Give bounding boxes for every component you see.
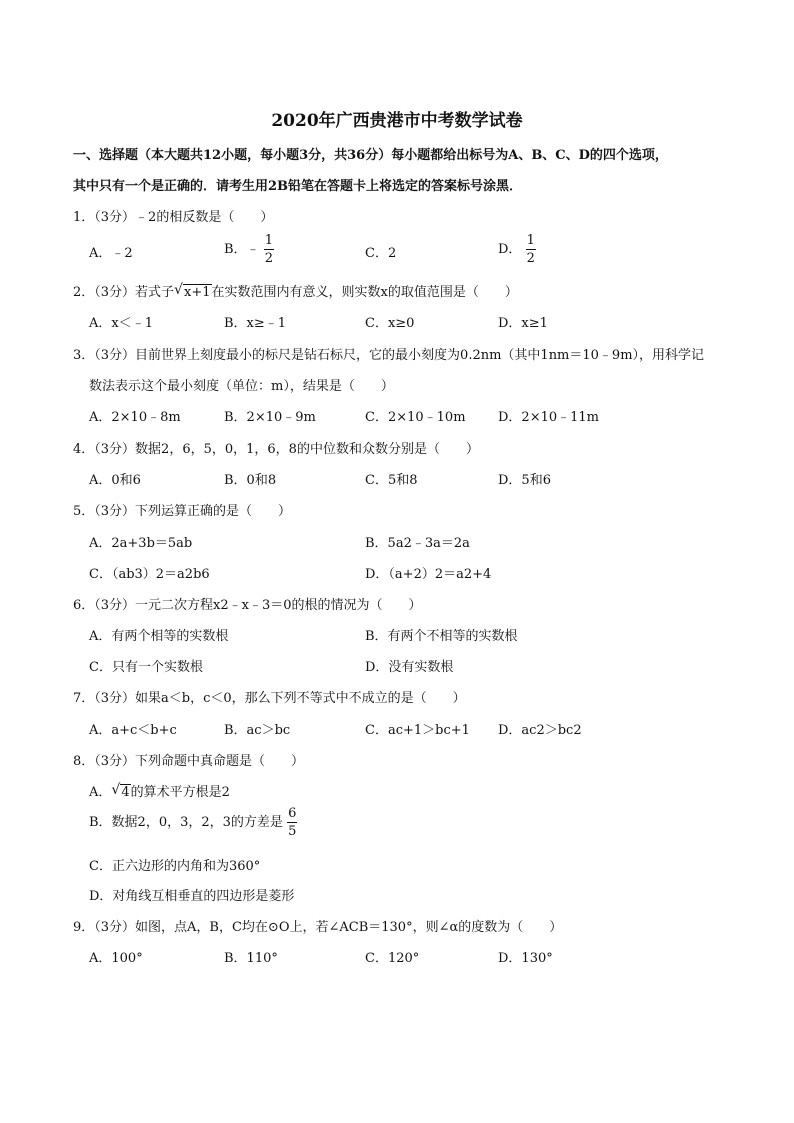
q8-option-b (89, 807, 297, 838)
q7-option-d: D．ac2＞bc2 (498, 723, 582, 738)
q8-option-b-fraction (287, 807, 297, 838)
q8-option-a-text: 的算术平方根是2 (130, 785, 230, 800)
page-title: 2020年广西贵港市中考数学试卷 (271, 111, 523, 131)
q5-option-a: A．2a+3b＝5ab (89, 536, 193, 551)
radicand: x+1 (184, 285, 211, 300)
q1-option-d-fraction (526, 234, 536, 265)
fraction-denominator: 2 (526, 251, 535, 266)
question-6-stem: 6．（3分）一元二次方程x2﹣x﹣3＝0的根的情况为（ ） (73, 598, 422, 613)
q1-option-c: C．2 (365, 246, 397, 261)
q6-option-a: A．有两个相等的实数根 (89, 629, 229, 644)
q5-option-c: C．（ab3）2＝a2b6 (89, 567, 210, 582)
q7-option-a: A．a+c＜b+c (89, 723, 177, 738)
section-instructions-line2: 其中只有一个是正确的．请考生用2B铅笔在答题卡上将选定的答案标号涂黑． (73, 179, 523, 194)
q3-option-b: B．2×10﹣9m (224, 410, 316, 425)
q3-option-a: A．2×10﹣8m (89, 410, 181, 425)
fraction-numerator: 6 (288, 806, 297, 821)
q9-option-c: C．120° (365, 951, 420, 966)
q6-option-b: B．有两个不相等的实数根 (365, 629, 518, 644)
q4-option-c: C．5和8 (365, 473, 418, 488)
sqrt-expression (111, 782, 130, 800)
fraction-denominator: 5 (288, 824, 297, 839)
fraction-numerator: 1 (264, 233, 273, 248)
fraction-denominator: 2 (264, 251, 273, 266)
q4-option-b: B．0和8 (224, 473, 277, 488)
q4-option-d: D．5和6 (498, 473, 551, 488)
q2-option-a: A．x＜﹣1 (89, 316, 153, 331)
question-4-stem: 4．（3分）数据2，6，5，0，1，6，8的中位数和众数分别是（ ） (73, 442, 479, 457)
radical-sign-icon: √ (111, 782, 121, 798)
q2-option-d: D．x≥1 (498, 316, 548, 331)
question-3-stem-line2: 数法表示这个最小刻度（单位：m），结果是（ ） (89, 379, 394, 394)
q6-option-c: C．只有一个实数根 (89, 660, 203, 675)
sqrt-expression (174, 282, 212, 300)
q8-option-b-text: B．数据2，0，3，2，3的方差是 (89, 815, 283, 830)
q1-option-a: A．﹣2 (89, 246, 133, 261)
q5-option-d: D．（a+2）2＝a2+4 (365, 567, 492, 582)
q1-option-b-label: B．﹣ (224, 242, 260, 257)
q1-option-b (224, 234, 274, 265)
question-7-stem: 7．（3分）如果a＜b，c＜0，那么下列不等式中不成立的是（ ） (73, 691, 466, 706)
q9-option-d: D．130° (498, 951, 553, 966)
q9-option-b: B．110° (224, 951, 278, 966)
q2-option-b: B．x≥﹣1 (224, 316, 287, 331)
q3-option-c: C．2×10﹣10m (365, 410, 466, 425)
q8-option-c: C．正六边形的内角和为360° (89, 859, 261, 874)
question-2-stem (73, 281, 518, 300)
question-9-stem: 9．（3分）如图，点A，B，C均在⊙O上，若∠ACB＝130°，则∠α的度数为（ ） (73, 920, 563, 935)
q2-stem-suffix: 在实数范围内有意义，则实数x的取值范围是（ ） (211, 285, 518, 300)
q8-option-d: D．对角线互相垂直的四边形是菱形 (89, 889, 295, 904)
q7-option-c: C．ac+1＞bc+1 (365, 723, 470, 738)
radicand: 4 (121, 785, 130, 800)
radical-sign-icon: √ (174, 282, 183, 298)
question-3-stem-line1: 3．（3分）目前世界上刻度最小的标尺是钻石标尺，它的最小刻度为0.2nm（其中1nm＝10﹣9m），用科学记 (73, 348, 705, 363)
q7-option-b: B．ac＞bc (224, 723, 291, 738)
q1-option-d-label: D． (498, 242, 522, 257)
question-8-stem: 8．（3分）下列命题中真命题是（ ） (73, 754, 305, 769)
q8-option-a-label: A． (89, 785, 112, 800)
q2-option-c: C．x≥0 (365, 316, 415, 331)
q1-option-d (498, 234, 536, 265)
q6-option-d: D．没有实数根 (365, 660, 454, 675)
fraction-numerator: 1 (526, 233, 535, 248)
question-5-stem: 5．（3分）下列运算正确的是（ ） (73, 504, 292, 519)
q8-option-a (89, 781, 230, 800)
q5-option-b: B．5a2﹣3a＝2a (365, 536, 470, 551)
q9-option-a: A．100° (89, 951, 143, 966)
q4-option-a: A．0和6 (89, 473, 141, 488)
q2-stem-prefix: 2．（3分）若式子 (73, 285, 175, 300)
section-instructions-line1: 一、选择题（本大题共12小题，每小题3分，共36分）每小题都给出标号为A、B、C、D的四个选项， (73, 148, 668, 163)
question-1-stem: 1．（3分）﹣2的相反数是（ ） (73, 210, 274, 225)
q1-option-b-fraction (264, 234, 274, 265)
q3-option-d: D．2×10﹣11m (498, 410, 599, 425)
